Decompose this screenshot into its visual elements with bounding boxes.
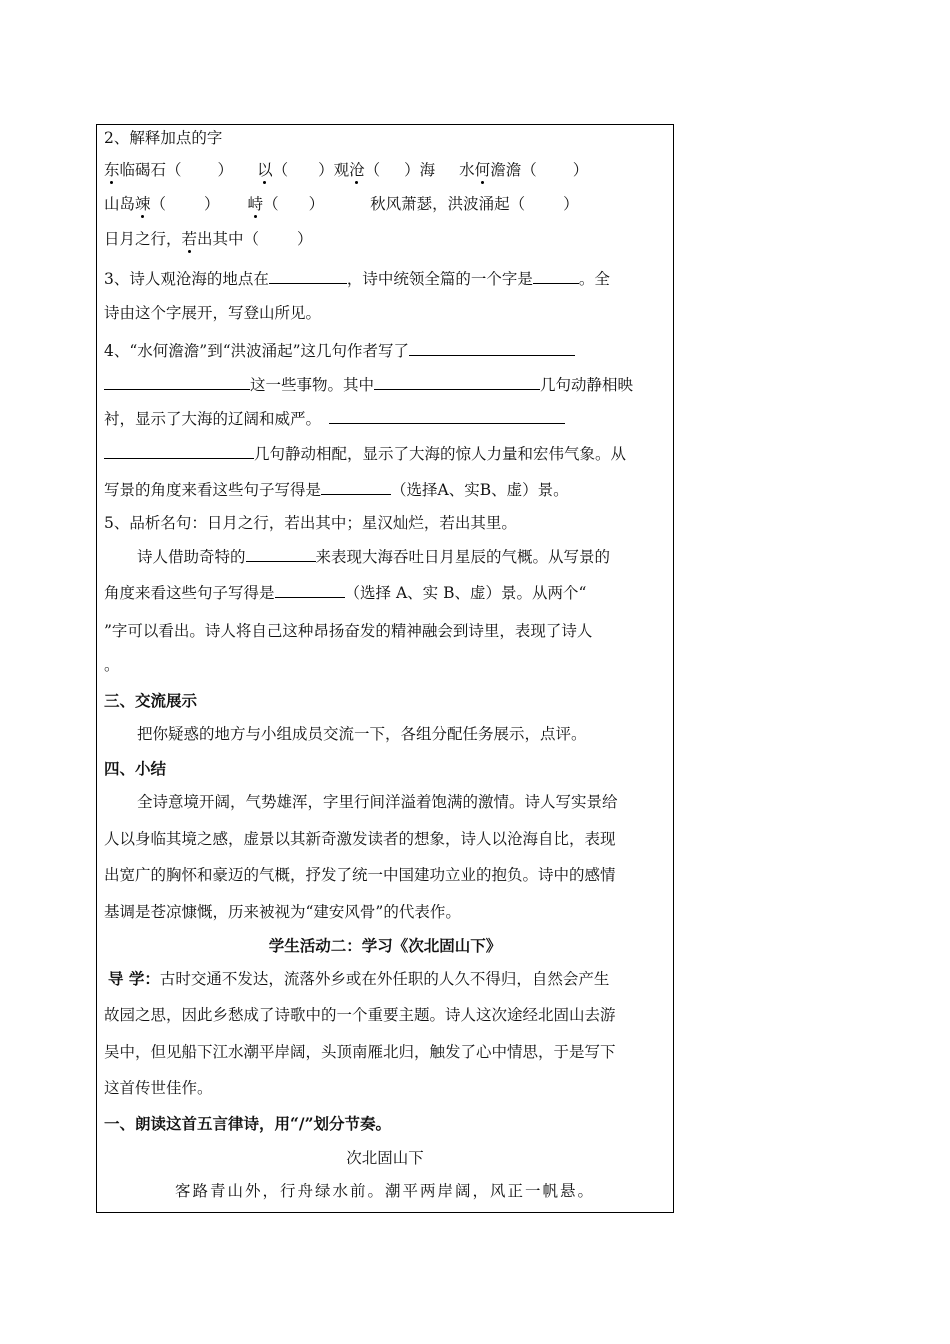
q3-line2: 诗由这个字展开，写登山所见。 (104, 304, 322, 322)
guide-line: 故园之思，因此乡愁成了诗歌中的一个重要主题。诗人这次途经北固山去游 (104, 1006, 616, 1024)
guide-line: 导 学：古时交通不发达，流落外乡或在外任职的人久不得归，自然会产生 (108, 969, 610, 988)
section3-body: 把你疑惑的地方与小组成员交流一下，各组分配任务展示，点评。 (137, 725, 587, 743)
answer-blank[interactable] (533, 268, 579, 284)
q5-line3: 角度来看这些句子写得是 （选择 A、实 B、虚）景。从两个“ (104, 584, 587, 602)
guide-line: 这首传世佳作。 (104, 1079, 213, 1097)
q4-line1: 4、“水何澹澹”到“洪波涌起”这几句作者写了 (104, 340, 575, 361)
q4-line2: 这一些事物。其中 几句动静相映 (104, 374, 633, 395)
dotted-char: 何 (474, 161, 491, 179)
answer-blank[interactable] (329, 408, 565, 424)
section3-title: 三、交流展示 (104, 691, 198, 710)
dotted-char: 以 (257, 161, 273, 179)
q5-line4: ”字可以看出。诗人将自己这种昂扬奋发的精神融会到诗里，表现了诗人 (104, 622, 593, 640)
answer-blank[interactable] (104, 443, 254, 459)
dotted-char: 峙 (247, 195, 264, 213)
q2-row2: 山岛竦（ ） 峙（ ） 秋风萧瑟，洪波涌起（ ） (104, 195, 579, 213)
q4-line5: 写景的角度来看这些句子写得是 （选择A、实B、虚）景。 (104, 481, 569, 499)
summary-line: 出宽广的胸怀和豪迈的气概，抒发了统一中国建功立业的抱负。诗中的感情 (104, 866, 616, 884)
answer-blank[interactable] (104, 374, 250, 390)
guide-line: 吴中，但见船下江水潮平岸阔，头顶南雁北归，触发了心中情思，于是写下 (104, 1043, 616, 1061)
answer-blank[interactable] (275, 582, 345, 598)
task-title: 一、朗读这首五言律诗，用“/”划分节奏。 (104, 1114, 391, 1133)
q5-line1: 5、品析名句：日月之行，若出其中；星汉灿烂，若出其里。 (104, 514, 517, 532)
dotted-char: 若 (181, 230, 198, 248)
summary-line: 基调是苍凉慷慨，历来被视为“建安风骨”的代表作。 (104, 903, 461, 921)
answer-blank[interactable] (246, 546, 316, 562)
answer-blank[interactable] (409, 340, 575, 356)
answer-blank[interactable] (269, 268, 347, 284)
q2-row3: 日月之行，若出其中（ ） (104, 230, 313, 248)
dotted-char: 沧 (349, 161, 365, 179)
poem-line: 客路青山外，行舟绿水前。潮平两岸阔，风正一帆悬。 (174, 1182, 595, 1200)
section4-title: 四、小结 (104, 759, 167, 778)
answer-blank[interactable] (374, 374, 540, 390)
q5-line2: 诗人借助奇特的 来表现大海吞吐日月星辰的气概。从写景的 (137, 548, 611, 566)
q2-row1: 东临碣石（ ） 以（ ）观沧（ ）海 水何澹澹（ ） (104, 161, 589, 179)
summary-line: 人以身临其境之感，虚景以其新奇激发读者的想象，诗人以沧海自比，表现 (104, 830, 616, 848)
guide-label: 导 学： (108, 969, 160, 988)
q3-line1: 3、诗人观沧海的地点在 ，诗中统领全篇的一个字是 。全 (104, 270, 610, 288)
q2-title: 2、解释加点的字 (104, 129, 223, 147)
q5-line5: 。 (104, 656, 120, 674)
summary-line: 全诗意境开阔，气势雄浑，字里行间洋溢着饱满的激情。诗人写实景给 (137, 793, 618, 811)
q4-line4: 几句静动相配，显示了大海的惊人力量和宏伟气象。从 (104, 443, 626, 464)
q4-line3: 衬，显示了大海的辽阔和威严。 (104, 408, 565, 429)
dotted-char: 竦 (135, 195, 151, 213)
activity2-title: 学生活动二：学习《次北固山下》 (268, 936, 502, 955)
dotted-char: 东 (104, 161, 120, 179)
answer-blank[interactable] (321, 479, 391, 495)
poem-title: 次北固山下 (346, 1149, 424, 1167)
